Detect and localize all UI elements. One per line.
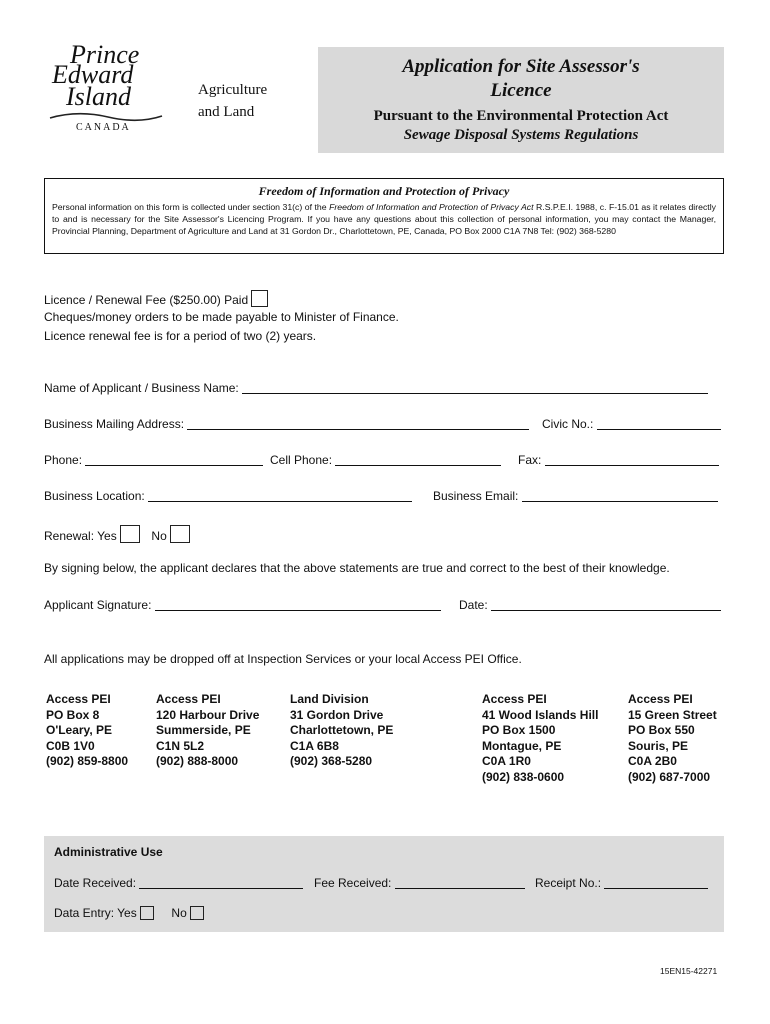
signature-field[interactable] — [155, 598, 441, 611]
title-box — [318, 47, 724, 153]
data-entry-row: Data Entry: Yes No — [54, 906, 204, 920]
fee-received-row: Fee Received: — [314, 876, 525, 890]
admin-section — [44, 836, 724, 932]
fax-field[interactable] — [545, 453, 719, 466]
department-name: Agriculture and Land — [198, 82, 268, 120]
fee-received-field[interactable] — [395, 876, 525, 889]
phone-field[interactable] — [85, 453, 263, 466]
business-email-row: Business Email: — [433, 489, 718, 503]
privacy-heading: Freedom of Information and Protection of Privacy — [258, 184, 510, 198]
business-location-row: Business Location: — [44, 489, 412, 503]
logo-country: CANADA — [76, 122, 131, 133]
office-land-division: Land Division 31 Gordon Drive Charlottetown, PE C1A 6B8 (902) 368-5280 — [290, 692, 394, 768]
renewal-yes-checkbox[interactable] — [120, 525, 140, 543]
phone-row: Phone: — [44, 453, 263, 467]
mailing-address-field[interactable] — [187, 417, 529, 430]
civic-no-field[interactable] — [597, 417, 721, 430]
logo-word-edward: Edward — [52, 60, 134, 89]
office-souris: Access PEI 15 Green Street PO Box 550 Souris, PE C0A 2B0 (902) 687-7000 — [628, 692, 717, 784]
receipt-no-field[interactable] — [604, 876, 708, 889]
logo-word-prince: Prince — [70, 40, 140, 69]
declaration-text: By signing below, the applicant declares that the above statements are true and correct to the best of their knowledge. — [44, 561, 670, 575]
fee-paid-row: Licence / Renewal Fee ($250.00) Paid — [44, 290, 268, 307]
form-number: 15EN15-42271 — [660, 966, 718, 976]
office-oleary: Access PEI PO Box 8 O'Leary, PE C0B 1V0 (902) 859-8800 — [46, 692, 129, 768]
privacy-text: Personal information on this form is collected under section 31(c) of the Freedom of Information and Protection of Privacy Act R.S.P.E.I. 1988, c. F-15.01 as it relates directly to and is necessary for the Site Assessor's Licencing Program. If you have any questions about this collection of personal information, you may contact the Manager, Provincial Planning, Department of Agriculture and Land at 31 Gordon Dr., Charlottetown, PE, Canada, PO Box 2000 C1A 7N8 Tel: (902) 368-5280 — [52, 202, 716, 236]
signature-date-row: Date: — [459, 598, 721, 612]
fee-paid-checkbox[interactable] — [251, 290, 268, 307]
renewal-no-checkbox[interactable] — [170, 525, 190, 543]
logo-wave-icon — [48, 112, 164, 122]
page-subtitle: Pursuant to the Environmental Protection Act Sewage Disposal Systems Regulations — [373, 108, 669, 143]
signature-row: Applicant Signature: — [44, 598, 441, 612]
date-received-row: Date Received: — [54, 876, 303, 890]
cell-phone-row: Cell Phone: — [270, 453, 501, 467]
mailing-address-row: Business Mailing Address: — [44, 417, 529, 431]
office-summerside: Access PEI 120 Harbour Drive Summerside, PE C1N 5L2 (902) 888-8000 — [156, 692, 260, 768]
page-title: Application for Site Assessor's Licence — [402, 56, 640, 101]
data-entry-no-checkbox[interactable] — [190, 906, 204, 920]
privacy-notice — [44, 178, 724, 254]
receipt-no-row: Receipt No.: — [535, 876, 708, 890]
cell-phone-field[interactable] — [335, 453, 501, 466]
pei-logo — [44, 40, 174, 140]
fee-cheques-text: Cheques/money orders to be made payable to Minister of Finance. — [44, 310, 399, 324]
fax-row: Fax: — [518, 453, 719, 467]
dropoff-text: All applications may be dropped off at Inspection Services or your local Access PEI Office. — [44, 652, 522, 666]
admin-heading: Administrative Use — [54, 845, 163, 859]
civic-no-row: Civic No.: — [542, 417, 721, 431]
signature-date-field[interactable] — [491, 598, 721, 611]
data-entry-yes-checkbox[interactable] — [140, 906, 154, 920]
applicant-name-row: Name of Applicant / Business Name: — [44, 381, 708, 395]
office-montague: Access PEI 41 Wood Islands Hill PO Box 1500 Montague, PE C0A 1R0 (902) 838-0600 — [482, 692, 599, 784]
date-received-field[interactable] — [139, 876, 303, 889]
logo-word-island: Island — [66, 82, 131, 111]
fee-period-text: Licence renewal fee is for a period of two (2) years. — [44, 329, 317, 343]
business-email-field[interactable] — [522, 489, 718, 502]
applicant-name-field[interactable] — [242, 381, 708, 394]
renewal-row: Renewal: Yes No — [44, 525, 190, 543]
business-location-field[interactable] — [148, 489, 412, 502]
